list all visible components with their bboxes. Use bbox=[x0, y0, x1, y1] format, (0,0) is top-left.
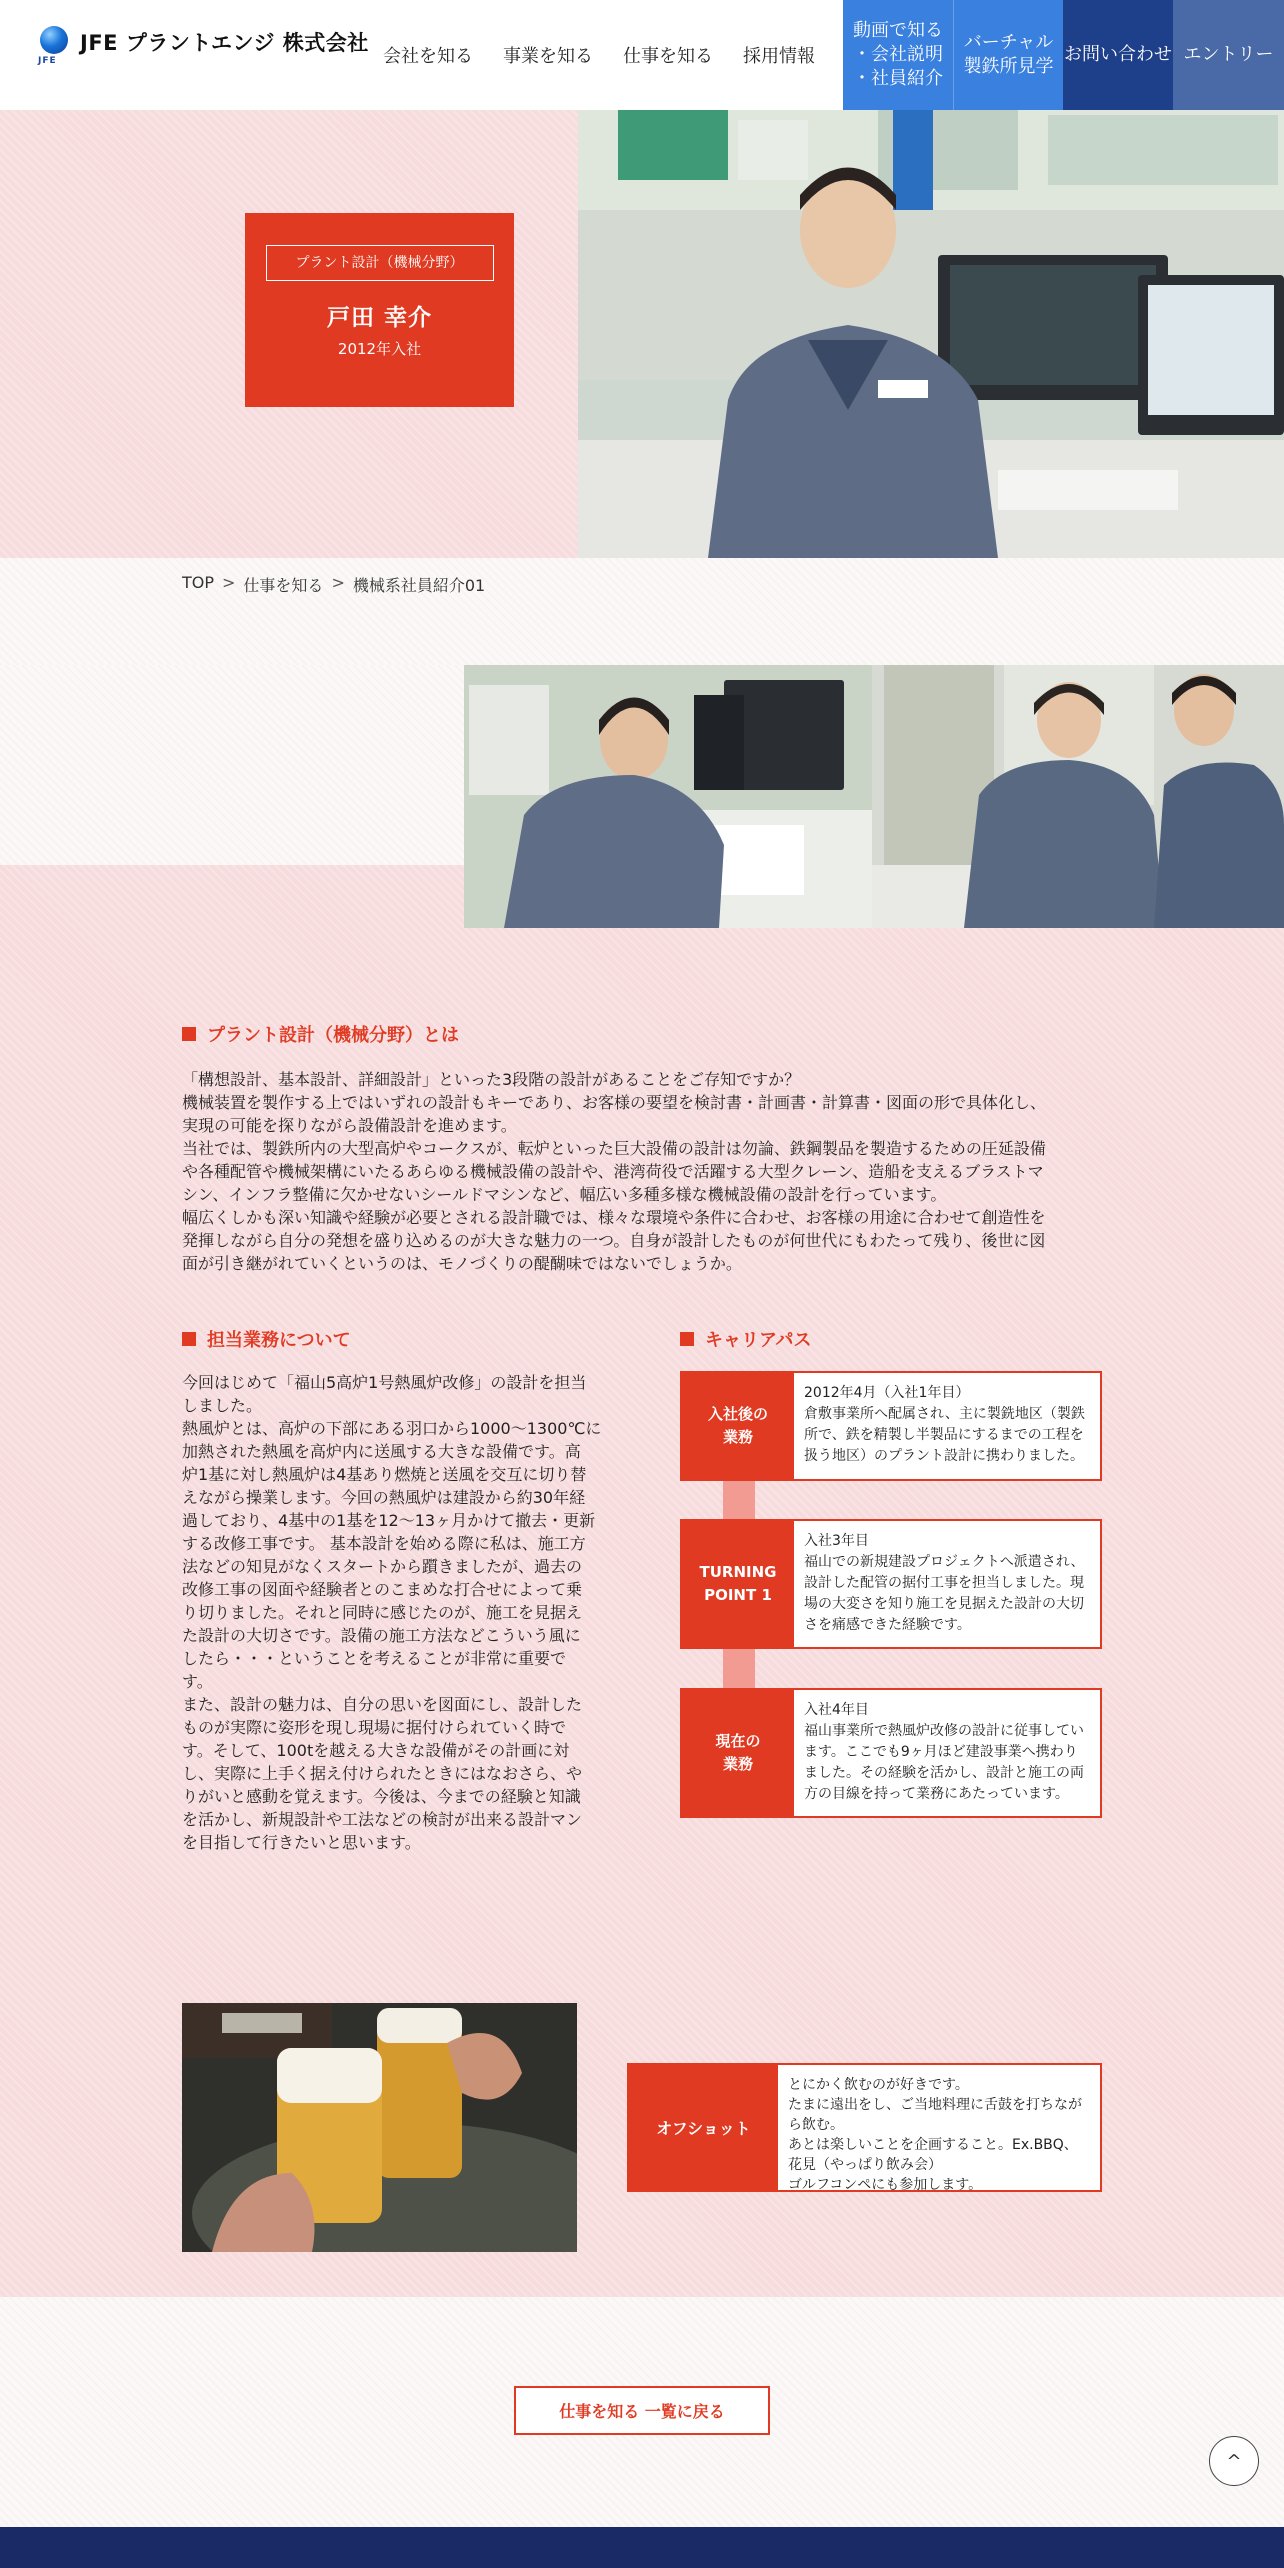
heading-square-icon bbox=[182, 1027, 196, 1041]
intro-body: 「構想設計、基本設計、詳細設計」といった3段階の設計があることをご存知ですか？ 機械装置を製作する上ではいずれの設計もキーであり、お客様の要望を検討書・計画書・計算書・図面の形で具体化し、 実現の可能を探りながら設備設計を進めます。 当社では、製鉄所内の大型高炉やコークスが、転炉といった巨大設備の設計は勿論、鉄鋼製品を製造するための圧延設備 や各種配管や機械架構にいたるあらゆる機械設備の設計や、港湾荷役で活躍する大型クレーン、造船を支えるブラストマ シン、インフラ整備に欠かせないシールドマシンなど、幅広い多種多様な機械設備の設計を行っています。 幅広くしかも深い知識や経験が必要とされる設計職では、様々な環境や条件に合わせ、お客様の用途に合わせて創造性を 発揮しながら自分の発想を盛り込めるのが大きな魅力の一つ。自身が設計したものが何世代にもわたって残り、後世に図 面が引き継がれていくというのは、モノづくりの醍醐味ではないでしょうか。 bbox=[182, 1070, 1047, 1273]
career-item-label: TURNING POINT 1 bbox=[682, 1521, 794, 1647]
nav-business[interactable]: 事業を知る bbox=[503, 46, 593, 67]
career-item-year: 2012年4月（入社1年目） bbox=[804, 1385, 970, 1401]
career-item-text: 福山事業所で熱風炉改修の設計に従事しています。ここでも9ヶ月ほど建設事業へ携わりました。その経験を活かし、設計と施工の両方の目線を持って業務にあたっています。 bbox=[804, 1723, 1084, 1802]
career-item bbox=[680, 1371, 1102, 1481]
hero-photo bbox=[578, 110, 1284, 558]
intro-heading bbox=[182, 1021, 459, 1047]
offshot-card bbox=[627, 2063, 1102, 2192]
global-nav bbox=[368, 0, 830, 110]
logo-text: JFE プラントエンジ 株式会社 bbox=[80, 31, 369, 55]
scroll-top-button[interactable] bbox=[1209, 2436, 1259, 2486]
offshot-text: とにかく飲むのが好きです。 たまに遠出をし、ご当地料理に舌鼓を打ちながら飲む。 あとは楽しいことを企画すること。Ex.BBQ、 花見（やっぱり飲み会） ゴルフコンペにも参加します。 bbox=[788, 2077, 1082, 2193]
video-button[interactable] bbox=[843, 0, 953, 110]
video-button-label: 動画で知る ・会社説明 ・社員紹介 bbox=[853, 19, 943, 90]
company-logo[interactable] bbox=[38, 24, 369, 68]
logo-tag: JFE bbox=[38, 56, 57, 66]
profile-role: プラント設計（機械分野） bbox=[266, 245, 494, 281]
heading-square-icon bbox=[680, 1332, 694, 1346]
back-to-list-button[interactable]: 仕事を知る 一覧に戻る bbox=[514, 2386, 770, 2435]
entry-label: エントリー bbox=[1183, 43, 1274, 65]
duty-heading-text: 担当業務について bbox=[207, 1330, 351, 1351]
career-item-year: 入社4年目 bbox=[804, 1702, 869, 1718]
career-item-body bbox=[794, 1690, 1100, 1816]
virtual-tour-button[interactable] bbox=[953, 0, 1063, 110]
career-connector bbox=[723, 1480, 755, 1520]
offshot-photo bbox=[182, 2003, 577, 2252]
jfe-logo-mark-icon bbox=[38, 24, 70, 68]
heading-square-icon bbox=[182, 1332, 196, 1346]
nav-work[interactable]: 仕事を知る bbox=[623, 46, 713, 67]
site-footer bbox=[0, 2527, 1284, 2568]
breadcrumb-current: 機械系社員紹介01 bbox=[352, 576, 486, 595]
intro-heading-text: プラント設計（機械分野）とは bbox=[207, 1025, 459, 1046]
career-heading bbox=[680, 1326, 812, 1352]
breadcrumb-work[interactable]: 仕事を知る bbox=[243, 576, 324, 595]
virtual-tour-label: バーチャル 製鉄所見学 bbox=[963, 31, 1054, 77]
breadcrumb-top[interactable]: TOP bbox=[182, 573, 215, 592]
contact-button[interactable] bbox=[1063, 0, 1173, 110]
breadcrumb-separator: > bbox=[222, 573, 236, 592]
entry-button[interactable] bbox=[1173, 0, 1284, 110]
breadcrumb-separator: > bbox=[331, 573, 345, 592]
work-photo bbox=[464, 665, 1284, 928]
career-item-label: 入社後の 業務 bbox=[682, 1373, 794, 1479]
profile-joined: 2012年入社 bbox=[337, 340, 422, 358]
offshot-label: オフショット bbox=[629, 2065, 778, 2190]
career-item bbox=[680, 1688, 1102, 1818]
duty-body: 今回はじめて「福山5高炉1号熱風炉改修」の設計を担当 しました。 熱風炉とは、高炉の下部にある羽口から1000～1300℃に 加熱された熱風を高炉内に送風する大きな設備です。高 炉1基に対し熱風炉は4基あり燃焼と送風を交互に切り替 えながら操業します。今回の熱風炉は建設から約30年経 過しており、4基中の1基を12～13ヶ月かけて撤去・更新 する改修工事です。 基本設計を始める際に私は、施工方 法などの知見がなくスタートから躓きましたが、過去の 改修工事の図面や経験者とのこまめな打合せによって乗 り切りました。それと同時に感じたのが、施工を見据え た設計の大切さです。設備の施工方法などこういう風に したら・・・ということを考えることが非常に重要で す。 また、設計の魅力は、自分の思いを図面にし、設計した ものが実際に姿形を現し現場に据付けられていく時で す。そして、100tを越える大きな設備がその計画に対 し、実際に上手く据え付けられたときにはなおさら、や りがいと感動を覚えます。今後は、今までの経験と知識 を活かし、新規設計や工法などの検討が出来る設計マン を目指して行きたいと思います。 bbox=[182, 1373, 602, 1852]
career-item-year: 入社3年目 bbox=[804, 1533, 869, 1549]
duty-heading bbox=[182, 1326, 351, 1352]
site-header bbox=[0, 0, 1284, 110]
career-item-body bbox=[794, 1373, 1100, 1479]
career-item-label: 現在の 業務 bbox=[682, 1690, 794, 1816]
chevron-up-icon: ^ bbox=[1226, 2450, 1242, 2472]
career-heading-text: キャリアパス bbox=[705, 1330, 812, 1351]
nav-company[interactable]: 会社を知る bbox=[383, 46, 473, 67]
career-item-text: 福山での新規建設プロジェクトへ派遣され、設計した配管の据付工事を担当しました。現場の大変さを知り施工を見据えた設計の大切さを痛感できた経験です。 bbox=[804, 1554, 1085, 1633]
career-item-body bbox=[794, 1521, 1100, 1647]
nav-recruit[interactable]: 採用情報 bbox=[743, 46, 815, 67]
contact-label: お問い合わせ bbox=[1064, 43, 1172, 65]
profile-card bbox=[245, 213, 514, 407]
profile-name: 戸田 幸介 bbox=[326, 305, 432, 331]
breadcrumb bbox=[182, 573, 485, 596]
career-item bbox=[680, 1519, 1102, 1649]
career-connector bbox=[723, 1649, 755, 1689]
career-item-text: 倉敷事業所へ配属され、主に製銑地区（製鉄所で、鉄を精製し半製品にするまでの工程を扱う地区）のプラント設計に携わりました。 bbox=[804, 1406, 1085, 1464]
